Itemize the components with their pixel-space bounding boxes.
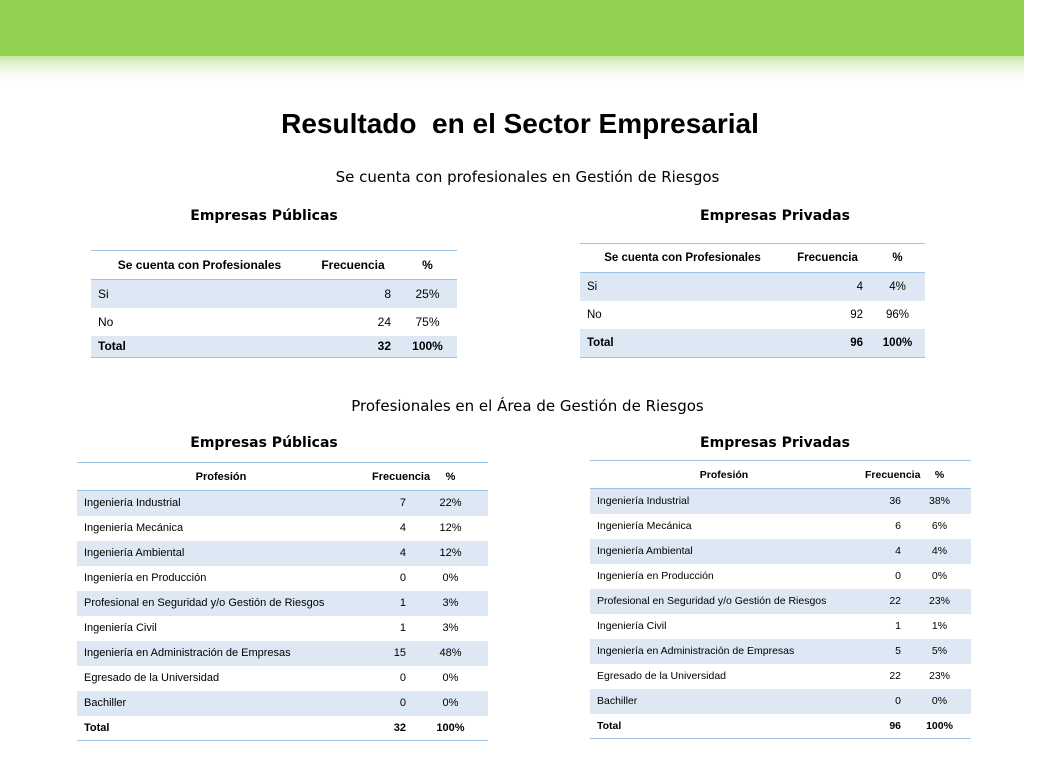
table-row (590, 689, 971, 714)
row-frecuencia: 22 (889, 670, 901, 682)
row-label: Ingeniería Mecánica (84, 522, 184, 534)
table-row (580, 301, 925, 329)
table-row (590, 514, 971, 539)
header-cell: Profesión (77, 463, 365, 491)
table-row (590, 489, 971, 514)
row-label: Ingeniería Civil (84, 622, 157, 634)
total-frecuencia: 96 (858, 714, 908, 739)
header-band (0, 0, 1024, 56)
row-porcentaje: 38% (908, 489, 971, 514)
row-frecuencia: 6 (895, 520, 901, 532)
section2-title: Profesionales en el Área de Gestión de Riesgos (351, 397, 704, 415)
row-label: Bachiller (77, 691, 365, 716)
table-row (580, 273, 925, 301)
row-frecuencia: 4 (785, 273, 870, 301)
page-title: Resultado en el Sector Empresarial (281, 108, 759, 139)
row-porcentaje: 1% (931, 620, 948, 632)
table-row (77, 516, 488, 541)
total-frecuencia: 32 (308, 336, 398, 358)
row-frecuencia: 0 (399, 572, 406, 584)
row-frecuencia: 24 (377, 314, 391, 329)
row-porcentaje: 4% (908, 539, 971, 564)
row-frecuencia: 1 (895, 620, 901, 632)
header-cell: Se cuenta con Profesionales (91, 251, 308, 280)
row-porcentaje: 22% (413, 491, 488, 516)
row-porcentaje: 0% (442, 672, 459, 684)
row-porcentaje: 0% (442, 572, 459, 584)
table-row (77, 541, 488, 566)
header-cell: Profesión (590, 461, 858, 489)
table-row (590, 639, 971, 664)
total-porcentaje: 100% (908, 714, 971, 739)
table-row (77, 491, 488, 516)
table-row (590, 589, 971, 614)
table-row (590, 614, 971, 639)
row-porcentaje: 75% (415, 314, 440, 329)
row-porcentaje: 12% (439, 522, 462, 534)
row-frecuencia: 0 (399, 672, 406, 684)
row-porcentaje: 0% (931, 570, 948, 582)
row-label: Ingeniería Industrial (590, 489, 858, 514)
row-porcentaje: 3% (442, 622, 459, 634)
row-frecuencia: 7 (365, 491, 413, 516)
row-label: Si (91, 280, 308, 308)
row-label: Profesional en Seguridad y/o Gestión de Riesgos (77, 591, 365, 616)
total-porcentaje: 100% (398, 336, 457, 358)
header-band-fade (0, 56, 1024, 82)
row-label: Ingeniería en Administración de Empresas (590, 639, 858, 664)
table-total-row (580, 329, 925, 358)
table-row (77, 591, 488, 616)
row-label: Ingeniería Ambiental (590, 539, 858, 564)
row-frecuencia: 1 (365, 591, 413, 616)
row-porcentaje: 23% (928, 670, 950, 682)
header-cell: Se cuenta con Profesionales (580, 244, 785, 273)
header-cell: % (870, 244, 925, 273)
row-porcentaje: 96% (885, 308, 910, 321)
row-label: No (587, 308, 602, 321)
total-porcentaje: 100% (870, 329, 925, 358)
total-label: Total (91, 336, 308, 358)
table-row (77, 691, 488, 716)
row-porcentaje: 12% (413, 541, 488, 566)
row-label: No (98, 314, 114, 329)
row-frecuencia: 4 (399, 522, 406, 534)
table-row (77, 616, 488, 641)
row-label: Ingeniería Ambiental (77, 541, 365, 566)
label-empresas-publicas-2: Empresas Públicas (190, 435, 338, 451)
row-frecuencia: 8 (308, 280, 398, 308)
row-porcentaje: 23% (908, 589, 971, 614)
table-row (77, 641, 488, 666)
table-total-row (91, 336, 457, 358)
table-total-row (77, 716, 488, 741)
table-privadas-profesionales (580, 243, 925, 358)
row-frecuencia: 4 (365, 541, 413, 566)
row-porcentaje: 48% (413, 641, 488, 666)
label-empresas-privadas-1: Empresas Privadas (700, 208, 850, 224)
row-frecuencia: 4 (858, 539, 908, 564)
row-frecuencia: 22 (858, 589, 908, 614)
row-frecuencia: 36 (858, 489, 908, 514)
header-cell: Frecuencia (308, 251, 398, 280)
row-frecuencia: 5 (858, 639, 908, 664)
header-cell: Frecuencia (785, 244, 870, 273)
label-empresas-publicas-1: Empresas Públicas (190, 208, 338, 224)
header-cell: Frecuencia (858, 461, 908, 489)
row-label: Ingeniería en Administración de Empresas (77, 641, 365, 666)
table-row (77, 666, 488, 691)
table-row (590, 539, 971, 564)
table-row (91, 308, 457, 336)
row-porcentaje: 5% (908, 639, 971, 664)
row-frecuencia: 0 (895, 570, 901, 582)
row-porcentaje: 25% (398, 280, 457, 308)
table-row (590, 564, 971, 589)
row-porcentaje: 0% (908, 689, 971, 714)
total-frecuencia: 32 (365, 716, 413, 741)
row-label: Ingeniería Mecánica (597, 520, 692, 532)
table-row (77, 566, 488, 591)
row-porcentaje: 0% (413, 691, 488, 716)
header-cell: % (908, 461, 971, 489)
table-total-row (590, 714, 971, 739)
row-frecuencia: 92 (850, 308, 863, 321)
table-publicas-profesionales (91, 250, 457, 358)
table-privadas-profesion (590, 460, 971, 739)
row-porcentaje: 3% (413, 591, 488, 616)
total-porcentaje: 100% (413, 716, 488, 741)
row-label: Profesional en Seguridad y/o Gestión de Riesgos (590, 589, 858, 614)
row-porcentaje: 6% (931, 520, 948, 532)
row-label: Ingeniería Civil (597, 620, 667, 632)
row-frecuencia: 0 (858, 689, 908, 714)
table-row (91, 280, 457, 308)
row-porcentaje: 4% (870, 273, 925, 301)
total-frecuencia: 96 (785, 329, 870, 358)
table-publicas-profesion (77, 462, 488, 741)
header-cell: Frecuencia (365, 463, 413, 491)
label-empresas-privadas-2: Empresas Privadas (700, 435, 850, 451)
row-label: Si (580, 273, 785, 301)
row-label: Ingeniería en Producción (597, 570, 714, 582)
row-label: Bachiller (590, 689, 858, 714)
row-frecuencia: 15 (365, 641, 413, 666)
row-frecuencia: 0 (365, 691, 413, 716)
row-frecuencia: 1 (399, 622, 406, 634)
total-label: Total (77, 716, 365, 741)
table-row (590, 664, 971, 689)
row-label: Egresado de la Universidad (84, 672, 220, 684)
row-label: Egresado de la Universidad (597, 670, 726, 682)
total-label: Total (590, 714, 858, 739)
header-cell: % (413, 463, 488, 491)
row-label: Ingeniería Industrial (77, 491, 365, 516)
row-label: Ingeniería en Producción (84, 572, 207, 584)
header-cell: % (398, 251, 457, 280)
total-label: Total (580, 329, 785, 358)
section1-title: Se cuenta con profesionales en Gestión de Riesgos (335, 168, 720, 186)
